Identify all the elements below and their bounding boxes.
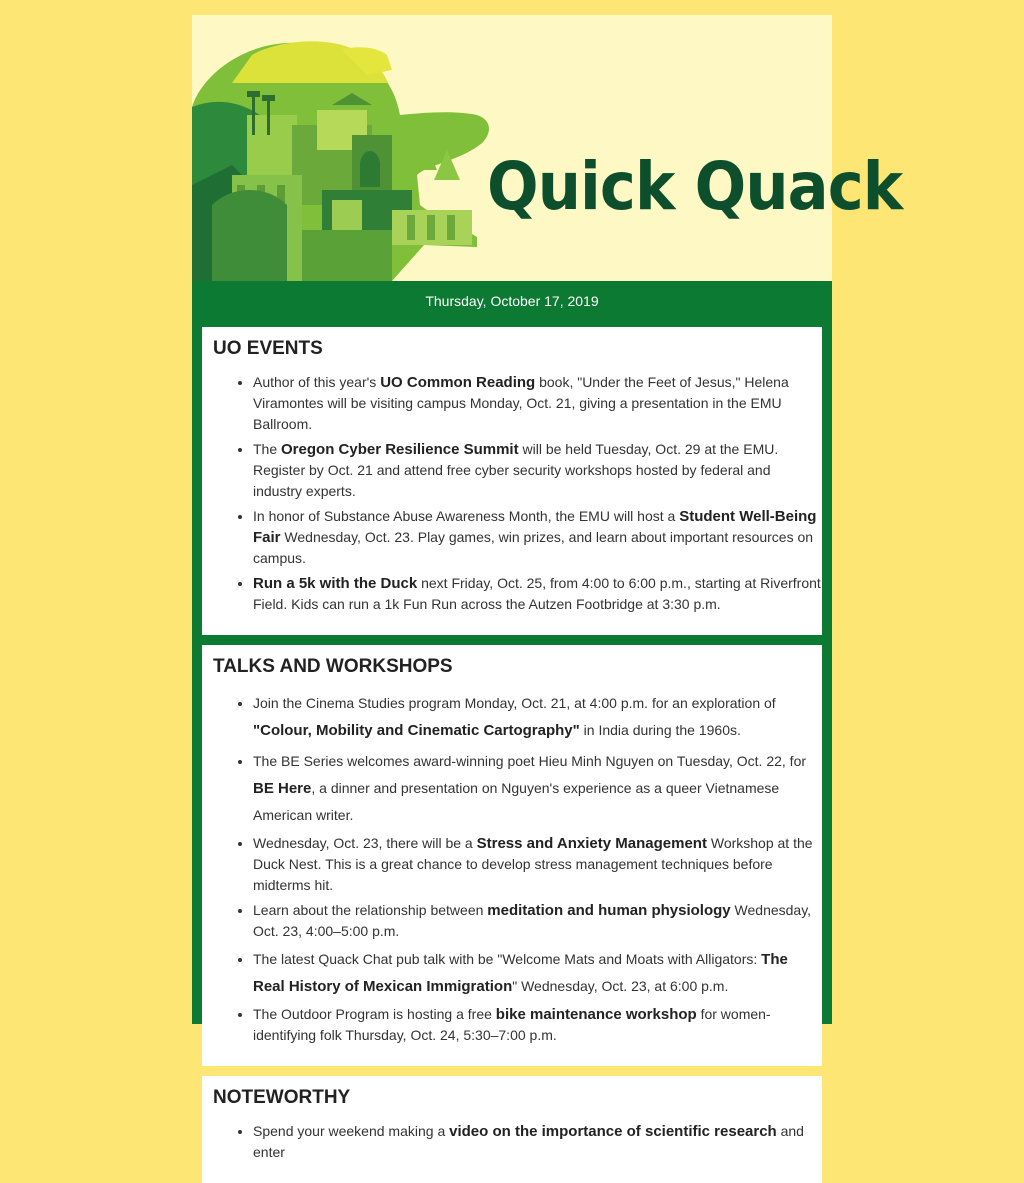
item-text: Author of this year's bbox=[253, 374, 381, 390]
newsletter-title: Quick Quack bbox=[487, 148, 903, 225]
list-item bbox=[253, 946, 822, 1000]
item-text: The latest Quack Chat pub talk with be "Welcome Mats and Moats with Alligators: bbox=[253, 951, 762, 967]
item-text: The bbox=[253, 441, 282, 457]
newsletter-banner bbox=[192, 15, 903, 281]
item-text: in India during the 1960s. bbox=[579, 722, 741, 738]
section-noteworthy bbox=[202, 1076, 822, 1183]
item-link[interactable]: "Colour, Mobility and Cinematic Cartography" bbox=[253, 722, 580, 739]
item-text: " Wednesday, Oct. 23, at 6:00 p.m. bbox=[512, 978, 729, 994]
item-text: Wednesday, Oct. 23. Play games, win prizes, and learn about important resources on campus. bbox=[253, 529, 814, 566]
section-heading: NOTEWORTHY bbox=[213, 1087, 351, 1108]
section-heading: UO EVENTS bbox=[213, 338, 323, 359]
list-item bbox=[253, 833, 822, 896]
item-text: Spend your weekend making a bbox=[253, 1123, 450, 1139]
item-text: for women-identifying folk Thursday, Oct. 24, 5:30–7:00 p.m. bbox=[253, 1006, 771, 1043]
list-item bbox=[253, 1121, 822, 1163]
item-text: book, "Under the Feet of Jesus," Helena Viramontes will be visiting campus Monday, Oct. 21, giving a presentation in the EMU Ballroom. bbox=[253, 374, 789, 432]
item-link[interactable]: BE Here bbox=[253, 780, 312, 797]
list-item bbox=[253, 1004, 822, 1046]
list-item bbox=[253, 690, 822, 744]
newsletter-email bbox=[192, 15, 903, 1160]
item-link[interactable]: Run a 5k with the Duck bbox=[253, 575, 418, 592]
talks-list bbox=[213, 690, 822, 1046]
section-heading: TALKS AND WORKSHOPS bbox=[213, 656, 453, 677]
list-item bbox=[253, 506, 822, 569]
item-text: , a dinner and presentation on Nguyen's experience as a queer Vietnamese American writer. bbox=[253, 780, 780, 823]
item-link[interactable]: Stress and Anxiety Management bbox=[476, 835, 707, 852]
item-link[interactable]: bike maintenance workshop bbox=[495, 1006, 697, 1023]
item-text: The BE Series welcomes award-winning poet Hieu Minh Nguyen on Tuesday, Oct. 22, for bbox=[253, 753, 807, 769]
issue-date: Thursday, October 17, 2019 bbox=[425, 293, 599, 309]
list-item bbox=[253, 439, 822, 502]
section-talks-and-workshops bbox=[202, 645, 822, 1066]
item-text: Wednesday, Oct. 23, 4:00–5:00 p.m. bbox=[253, 902, 812, 939]
list-item bbox=[253, 900, 822, 942]
item-text: will be held Tuesday, Oct. 29 at the EMU. Register by Oct. 21 and attend free cyber security workshops hosted by federal and industry experts. bbox=[253, 441, 779, 499]
item-text: and enter bbox=[253, 1123, 804, 1160]
item-link[interactable]: meditation and human physiology bbox=[487, 902, 731, 919]
list-item bbox=[253, 748, 822, 829]
item-text: In honor of Substance Abuse Awareness Month, the EMU will host a bbox=[253, 508, 680, 524]
list-item bbox=[253, 372, 822, 435]
item-text: next Friday, Oct. 25, from 4:00 to 6:00 p.m., starting at Riverfront Field. Kids can run a 1k Fun Run across the Autzen Footbridge at 3:30 p.m. bbox=[253, 575, 821, 612]
item-text: The Outdoor Program is hosting a free bbox=[253, 1006, 496, 1022]
item-link[interactable]: Student Well-Being Fair bbox=[253, 508, 817, 546]
item-link[interactable]: Oregon Cyber Resilience Summit bbox=[281, 441, 519, 458]
item-text: Workshop at the Duck Nest. This is a great chance to develop stress management techniques before midterms hit. bbox=[253, 835, 813, 893]
list-item bbox=[253, 573, 822, 615]
item-text: Learn about the relationship between bbox=[253, 902, 488, 918]
item-link[interactable]: video on the importance of scientific research bbox=[449, 1123, 777, 1140]
item-link[interactable]: UO Common Reading bbox=[380, 374, 536, 391]
noteworthy-list bbox=[213, 1121, 822, 1163]
item-text: Wednesday, Oct. 23, there will be a bbox=[253, 835, 477, 851]
section-uo-events bbox=[202, 327, 822, 635]
item-text: Join the Cinema Studies program Monday, Oct. 21, at 4:00 p.m. for an exploration of bbox=[253, 695, 776, 711]
item-link[interactable]: The Real History of Mexican Immigration bbox=[253, 951, 788, 995]
event-list bbox=[213, 372, 822, 615]
